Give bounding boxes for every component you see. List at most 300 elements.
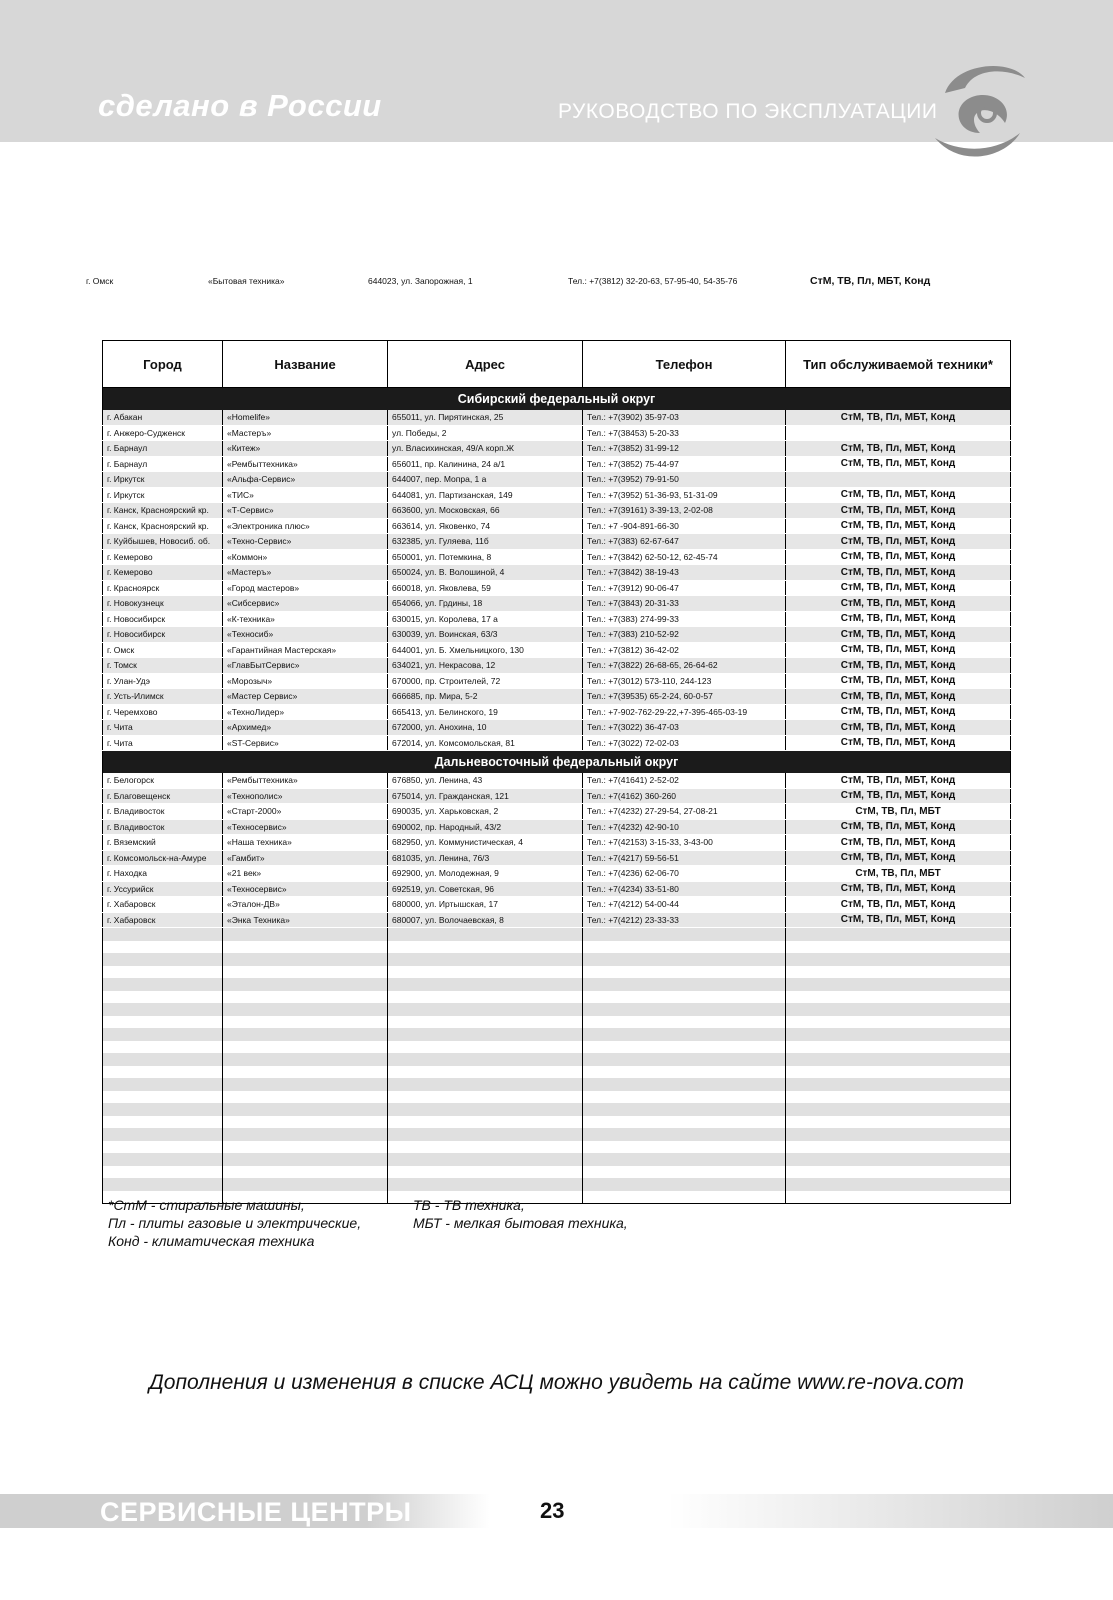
cell-service-type: СтМ, ТВ, Пл, МБТ, Конд xyxy=(786,534,1011,550)
empty-cell xyxy=(388,1103,583,1116)
cell-service-type: СтМ, ТВ, Пл, МБТ, Конд xyxy=(786,549,1011,565)
cell-city: г. Хабаровск xyxy=(103,912,223,928)
empty-cell xyxy=(388,928,583,941)
cell-address: 630015, ул. Королева, 17 а xyxy=(388,611,583,627)
table-row xyxy=(103,788,1011,804)
cell-service-type: СтМ, ТВ, Пл, МБТ, Конд xyxy=(786,611,1011,627)
empty-cell xyxy=(103,1178,223,1191)
empty-cell xyxy=(786,1141,1011,1154)
page-number: 23 xyxy=(540,1498,565,1523)
empty-cell xyxy=(103,941,223,954)
empty-cell xyxy=(786,1028,1011,1041)
cell-service-type: СтМ, ТВ, Пл, МБТ, Конд xyxy=(786,441,1011,457)
cell-address: 655011, ул. Пирятинская, 25 xyxy=(388,410,583,425)
empty-cell xyxy=(786,1153,1011,1166)
cell-address: 660018, ул. Яковлева, 59 xyxy=(388,580,583,596)
cell-phone: Тел.: +7(39535) 65-2-24, 60-0-57 xyxy=(583,689,786,705)
cell-name: «Архимед» xyxy=(223,720,388,736)
cell-phone: Тел.: +7(3952) 51-36-93, 51-31-09 xyxy=(583,487,786,503)
cell-address: 663600, ул. Московская, 66 xyxy=(388,503,583,519)
table-row xyxy=(103,689,1011,705)
table-row xyxy=(103,611,1011,627)
cell-city: г. Вяземский xyxy=(103,835,223,851)
header-name: Название xyxy=(223,341,388,388)
cell-address: 644001, ул. Б. Хмельницкого, 130 xyxy=(388,642,583,658)
cell-phone: Тел.: +7(3012) 573-110, 244-123 xyxy=(583,673,786,689)
legend-line: МБТ - мелкая бытовая техника, xyxy=(413,1215,628,1231)
cell-name: «Наша техника» xyxy=(223,835,388,851)
empty-row xyxy=(103,991,1011,1004)
cell-phone: Тел.: +7(383) 274-99-33 xyxy=(583,611,786,627)
cell-address: 650001, ул. Потемкина, 8 xyxy=(388,549,583,565)
page-header xyxy=(0,0,1113,142)
omsk-phone: Тел.: +7(3812) 32-20-63, 57-95-40, 54-35-76 xyxy=(568,276,738,286)
region-title: Дальневосточный федеральный округ xyxy=(103,751,1011,774)
empty-cell xyxy=(583,1041,786,1054)
cell-city: г. Чита xyxy=(103,720,223,736)
cell-phone: Тел.: +7(42153) 3-15-33, 3-43-00 xyxy=(583,835,786,851)
empty-row xyxy=(103,1128,1011,1141)
table-row xyxy=(103,642,1011,658)
cell-phone: Тел.: +7(383) 62-67-647 xyxy=(583,534,786,550)
table-row xyxy=(103,425,1011,441)
cell-city: г. Томск xyxy=(103,658,223,674)
header-city: Город xyxy=(103,341,223,388)
table-row xyxy=(103,627,1011,643)
empty-cell xyxy=(103,1016,223,1029)
empty-cell xyxy=(103,1091,223,1104)
empty-cell xyxy=(388,1128,583,1141)
empty-cell xyxy=(223,1053,388,1066)
empty-cell xyxy=(103,953,223,966)
cell-name: «Техносервис» xyxy=(223,881,388,897)
empty-cell xyxy=(103,1003,223,1016)
cell-phone: Тел.: +7(4234) 33-51-80 xyxy=(583,881,786,897)
table-row xyxy=(103,835,1011,851)
empty-cell xyxy=(583,1103,786,1116)
swirl-logo-icon xyxy=(935,58,1035,168)
empty-row xyxy=(103,1178,1011,1191)
cell-phone: Тел.: +7(4232) 27-29-54, 27-08-21 xyxy=(583,804,786,820)
cell-address: 690002, пр. Народный, 43/2 xyxy=(388,819,583,835)
cell-service-type: СтМ, ТВ, Пл, МБТ, Конд xyxy=(786,897,1011,913)
cell-city: г. Комсомольск-на-Амуре xyxy=(103,850,223,866)
cell-service-type: СтМ, ТВ, Пл, МБТ, Конд xyxy=(786,720,1011,736)
empty-cell xyxy=(388,1066,583,1079)
cell-service-type: СтМ, ТВ, Пл, МБТ, Конд xyxy=(786,596,1011,612)
cell-address: 656011, пр. Калинина, 24 а/1 xyxy=(388,456,583,472)
empty-row xyxy=(103,1041,1011,1054)
cell-phone: Тел.: +7(3022) 36-47-03 xyxy=(583,720,786,736)
cell-name: «Старт-2000» xyxy=(223,804,388,820)
cell-service-type: СтМ, ТВ, Пл, МБТ, Конд xyxy=(786,912,1011,928)
cell-address: 663614, ул. Яковенко, 74 xyxy=(388,518,583,534)
cell-address: 680000, ул. Иртышская, 17 xyxy=(388,897,583,913)
cell-phone: Тел.: +7(3822) 26-68-65, 26-64-62 xyxy=(583,658,786,674)
empty-row xyxy=(103,966,1011,979)
empty-row xyxy=(103,1078,1011,1091)
legend-line: *СтМ - стиральные машины, xyxy=(108,1197,305,1213)
cell-service-type: СтМ, ТВ, Пл, МБТ, Конд xyxy=(786,735,1011,751)
empty-cell xyxy=(223,928,388,941)
cell-address: ул. Победы, 2 xyxy=(388,425,583,441)
cell-service-type: СтМ, ТВ, Пл, МБТ, Конд xyxy=(786,487,1011,503)
cell-city: г. Барнаул xyxy=(103,441,223,457)
cell-name: «Морозыч» xyxy=(223,673,388,689)
cell-city: г. Канск, Красноярский кр. xyxy=(103,503,223,519)
empty-cell xyxy=(103,991,223,1004)
cell-name: «Гамбит» xyxy=(223,850,388,866)
empty-cell xyxy=(388,1116,583,1129)
cell-phone: Тел.: +7(383) 210-52-92 xyxy=(583,627,786,643)
legend-line: Конд - климатическая техника xyxy=(108,1233,315,1249)
cell-name: «Мастеръ» xyxy=(223,425,388,441)
cell-city: г. Новосибирск xyxy=(103,627,223,643)
empty-cell xyxy=(103,1153,223,1166)
empty-cell xyxy=(223,1178,388,1191)
empty-cell xyxy=(388,1078,583,1091)
empty-row xyxy=(103,1003,1011,1016)
table-row xyxy=(103,534,1011,550)
cell-city: г. Уссурийск xyxy=(103,881,223,897)
cell-service-type xyxy=(786,472,1011,488)
empty-cell xyxy=(103,928,223,941)
empty-cell xyxy=(786,1003,1011,1016)
empty-cell xyxy=(786,978,1011,991)
cell-service-type: СтМ, ТВ, Пл, МБТ, Конд xyxy=(786,565,1011,581)
empty-row xyxy=(103,1016,1011,1029)
empty-cell xyxy=(223,1091,388,1104)
cell-service-type: СтМ, ТВ, Пл, МБТ, Конд xyxy=(786,689,1011,705)
cell-name: «Коммон» xyxy=(223,549,388,565)
empty-cell xyxy=(583,1066,786,1079)
cell-address: 672000, ул. Анохина, 10 xyxy=(388,720,583,736)
table-row xyxy=(103,866,1011,882)
cell-city: г. Владивосток xyxy=(103,804,223,820)
empty-cell xyxy=(103,1078,223,1091)
cell-city: г. Абакан xyxy=(103,410,223,425)
cell-name: «Техно-Сервис» xyxy=(223,534,388,550)
cell-address: 680007, ул. Волочаевская, 8 xyxy=(388,912,583,928)
empty-cell xyxy=(786,953,1011,966)
cell-name: «Homelife» xyxy=(223,410,388,425)
cell-name: «Рембыттехника» xyxy=(223,456,388,472)
empty-row xyxy=(103,953,1011,966)
legend xyxy=(108,1196,628,1250)
cell-phone: Тел.: +7(3812) 36-42-02 xyxy=(583,642,786,658)
empty-cell xyxy=(388,1166,583,1179)
empty-cell xyxy=(103,1128,223,1141)
empty-cell xyxy=(583,1053,786,1066)
cell-service-type: СтМ, ТВ, Пл, МБТ, Конд xyxy=(786,518,1011,534)
cell-city: г. Чита xyxy=(103,735,223,751)
table-row xyxy=(103,819,1011,835)
empty-row xyxy=(103,941,1011,954)
cell-service-type: СтМ, ТВ, Пл, МБТ xyxy=(786,866,1011,882)
empty-cell xyxy=(388,1153,583,1166)
cell-city: г. Канск, Красноярский кр. xyxy=(103,518,223,534)
table-row xyxy=(103,912,1011,928)
cell-phone: Тел.: +7-902-762-29-22,+7-395-465-03-19 xyxy=(583,704,786,720)
cell-service-type: СтМ, ТВ, Пл, МБТ, Конд xyxy=(786,835,1011,851)
empty-cell xyxy=(786,1066,1011,1079)
cell-phone: Тел.: +7(3902) 35-97-03 xyxy=(583,410,786,425)
omsk-city: г. Омск xyxy=(86,276,114,286)
table-row xyxy=(103,441,1011,457)
empty-cell xyxy=(223,1078,388,1091)
empty-cell xyxy=(786,1166,1011,1179)
empty-cell xyxy=(583,953,786,966)
empty-cell xyxy=(103,1141,223,1154)
table-row xyxy=(103,735,1011,751)
empty-cell xyxy=(786,1078,1011,1091)
cell-phone: Тел.: +7(3852) 75-44-97 xyxy=(583,456,786,472)
empty-cell xyxy=(583,1178,786,1191)
empty-cell xyxy=(583,978,786,991)
cell-address: 644007, пер. Мопра, 1 а xyxy=(388,472,583,488)
cell-name: «Сибсервис» xyxy=(223,596,388,612)
cell-name: «Электроника плюс» xyxy=(223,518,388,534)
cell-service-type: СтМ, ТВ, Пл, МБТ, Конд xyxy=(786,704,1011,720)
cell-address: 692900, ул. Молодежная, 9 xyxy=(388,866,583,882)
cell-phone: Тел.: +7(4212) 23-33-33 xyxy=(583,912,786,928)
empty-cell xyxy=(388,1028,583,1041)
cell-address: 672014, ул. Комсомольская, 81 xyxy=(388,735,583,751)
cell-city: г. Черемхово xyxy=(103,704,223,720)
cell-service-type: СтМ, ТВ, Пл, МБТ, Конд xyxy=(786,642,1011,658)
cell-service-type: СтМ, ТВ, Пл, МБТ, Конд xyxy=(786,881,1011,897)
cell-city: г. Барнаул xyxy=(103,456,223,472)
cell-city: г. Иркутск xyxy=(103,487,223,503)
empty-cell xyxy=(223,991,388,1004)
empty-cell xyxy=(223,1003,388,1016)
region-header-row xyxy=(103,751,1011,774)
empty-cell xyxy=(223,1116,388,1129)
empty-cell xyxy=(388,953,583,966)
empty-cell xyxy=(223,978,388,991)
cell-name: «ТИС» xyxy=(223,487,388,503)
header-service-type: Тип обслуживаемой техники* xyxy=(786,341,1011,388)
cell-service-type: СтМ, ТВ, Пл, МБТ, Конд xyxy=(786,773,1011,788)
cell-address: 650024, ул. В. Волошиной, 4 xyxy=(388,565,583,581)
cell-city: г. Новосибирск xyxy=(103,611,223,627)
empty-cell xyxy=(786,1191,1011,1204)
cell-name: «Техносиб» xyxy=(223,627,388,643)
cell-address: ул. Власихинская, 49/А корп.Ж xyxy=(388,441,583,457)
cell-city: г. Красноярск xyxy=(103,580,223,596)
header-phone: Телефон xyxy=(583,341,786,388)
table-row xyxy=(103,773,1011,788)
table-row xyxy=(103,658,1011,674)
cell-name: «Энка Техника» xyxy=(223,912,388,928)
cell-service-type: СтМ, ТВ, Пл, МБТ, Конд xyxy=(786,673,1011,689)
empty-cell xyxy=(388,1053,583,1066)
cell-phone: Тел.: +7(41641) 2-52-02 xyxy=(583,773,786,788)
cell-address: 665413, ул. Белинского, 19 xyxy=(388,704,583,720)
cell-phone: Тел.: +7(3952) 79-91-50 xyxy=(583,472,786,488)
cell-service-type: СтМ, ТВ, Пл, МБТ, Конд xyxy=(786,580,1011,596)
empty-cell xyxy=(583,1153,786,1166)
cell-service-type: СтМ, ТВ, Пл, МБТ, Конд xyxy=(786,456,1011,472)
table-row xyxy=(103,518,1011,534)
table-row xyxy=(103,565,1011,581)
empty-cell xyxy=(388,941,583,954)
cell-name: «ТехноЛидер» xyxy=(223,704,388,720)
cell-address: 692519, ул. Советская, 96 xyxy=(388,881,583,897)
empty-cell xyxy=(786,1091,1011,1104)
manual-title: РУКОВОДСТВО ПО ЭКСПЛУАТАЦИИ xyxy=(558,100,938,123)
cell-address: 681035, ул. Ленина, 76/3 xyxy=(388,850,583,866)
cell-address: 644081, ул. Партизанская, 149 xyxy=(388,487,583,503)
empty-cell xyxy=(583,1128,786,1141)
cell-phone: Тел.: +7(3022) 72-02-03 xyxy=(583,735,786,751)
table-row xyxy=(103,472,1011,488)
empty-cell xyxy=(103,1116,223,1129)
empty-cell xyxy=(223,1028,388,1041)
cell-name: «Эталон-ДВ» xyxy=(223,897,388,913)
empty-cell xyxy=(583,1016,786,1029)
cell-city: г. Омск xyxy=(103,642,223,658)
cell-city: г. Хабаровск xyxy=(103,897,223,913)
cell-address: 670000, пр. Строителей, 72 xyxy=(388,673,583,689)
empty-cell xyxy=(223,1066,388,1079)
empty-row xyxy=(103,928,1011,941)
cell-phone: Тел.: +7(39161) 3-39-13, 2-02-08 xyxy=(583,503,786,519)
empty-cell xyxy=(388,991,583,1004)
cell-name: «Альфа-Сервис» xyxy=(223,472,388,488)
cell-name: «Рембыттехника» xyxy=(223,773,388,788)
empty-cell xyxy=(583,1091,786,1104)
cell-service-type: СтМ, ТВ, Пл, МБТ xyxy=(786,804,1011,820)
cell-service-type: СтМ, ТВ, Пл, МБТ, Конд xyxy=(786,819,1011,835)
cell-name: «Город мастеров» xyxy=(223,580,388,596)
table-row xyxy=(103,410,1011,425)
empty-cell xyxy=(388,966,583,979)
cell-phone: Тел.: +7(3842) 62-50-12, 62-45-74 xyxy=(583,549,786,565)
empty-cell xyxy=(388,1141,583,1154)
table-row xyxy=(103,596,1011,612)
empty-cell xyxy=(223,1128,388,1141)
table-row xyxy=(103,804,1011,820)
cell-service-type: СтМ, ТВ, Пл, МБТ, Конд xyxy=(786,658,1011,674)
table-row xyxy=(103,580,1011,596)
empty-row xyxy=(103,978,1011,991)
cell-phone: Тел.: +7(4217) 59-56-51 xyxy=(583,850,786,866)
empty-cell xyxy=(103,1066,223,1079)
cell-city: г. Куйбышев, Новосиб. об. xyxy=(103,534,223,550)
omsk-type: СтМ, ТВ, Пл, МБТ, Конд xyxy=(810,275,931,287)
service-centers-table xyxy=(102,340,1011,1204)
website-note: Дополнения и изменения в списке АСЦ можно увидеть на сайте www.re-nova.com xyxy=(149,1371,964,1394)
cell-name: «21 век» xyxy=(223,866,388,882)
empty-cell xyxy=(583,1116,786,1129)
empty-cell xyxy=(388,978,583,991)
cell-service-type: СтМ, ТВ, Пл, МБТ, Конд xyxy=(786,627,1011,643)
cell-address: 682950, ул. Коммунистическая, 4 xyxy=(388,835,583,851)
empty-cell xyxy=(583,1166,786,1179)
empty-cell xyxy=(583,928,786,941)
cell-phone: Тел.: +7(4236) 62-06-70 xyxy=(583,866,786,882)
table-row xyxy=(103,897,1011,913)
empty-cell xyxy=(786,1128,1011,1141)
empty-row xyxy=(103,1166,1011,1179)
header-address: Адрес xyxy=(388,341,583,388)
empty-cell xyxy=(223,1103,388,1116)
empty-cell xyxy=(583,991,786,1004)
cell-address: 632385, ул. Гуляева, 11б xyxy=(388,534,583,550)
cell-address: 675014, ул. Гражданская, 121 xyxy=(388,788,583,804)
empty-cell xyxy=(388,1091,583,1104)
empty-cell xyxy=(786,1103,1011,1116)
empty-cell xyxy=(388,1178,583,1191)
cell-city: г. Благовещенск xyxy=(103,788,223,804)
empty-cell xyxy=(223,1153,388,1166)
legend-line: ТВ - ТВ техника, xyxy=(413,1197,525,1213)
empty-row xyxy=(103,1053,1011,1066)
region-header-row xyxy=(103,388,1011,411)
cell-service-type: СтМ, ТВ, Пл, МБТ, Конд xyxy=(786,410,1011,425)
table-row xyxy=(103,704,1011,720)
empty-cell xyxy=(786,928,1011,941)
empty-cell xyxy=(583,1141,786,1154)
omsk-address: 644023, ул. Запорожная, 1 xyxy=(368,276,473,286)
table-row xyxy=(103,850,1011,866)
cell-phone: Тел.: +7(3842) 38-19-43 xyxy=(583,565,786,581)
empty-cell xyxy=(103,978,223,991)
table-row xyxy=(103,503,1011,519)
empty-cell xyxy=(583,1078,786,1091)
cell-service-type xyxy=(786,425,1011,441)
cell-city: г. Белогорск xyxy=(103,773,223,788)
empty-cell xyxy=(103,966,223,979)
table-header-row xyxy=(103,341,1011,388)
empty-cell xyxy=(223,966,388,979)
empty-cell xyxy=(223,953,388,966)
cell-name: «ГлавБытСервис» xyxy=(223,658,388,674)
empty-row xyxy=(103,1028,1011,1041)
cell-address: 690035, ул. Харьковская, 2 xyxy=(388,804,583,820)
cell-city: г. Анжеро-Судженск xyxy=(103,425,223,441)
empty-cell xyxy=(786,991,1011,1004)
empty-cell xyxy=(103,1166,223,1179)
cell-name: «Мастер Сервис» xyxy=(223,689,388,705)
cell-service-type: СтМ, ТВ, Пл, МБТ, Конд xyxy=(786,503,1011,519)
empty-cell xyxy=(103,1041,223,1054)
empty-cell xyxy=(786,1041,1011,1054)
empty-cell xyxy=(786,941,1011,954)
table-row xyxy=(103,720,1011,736)
brand-slogan: сделано в России xyxy=(98,88,382,123)
empty-row xyxy=(103,1091,1011,1104)
empty-row xyxy=(103,1116,1011,1129)
cell-name: «Техносервис» xyxy=(223,819,388,835)
empty-cell xyxy=(223,1141,388,1154)
region-title: Сибирский федеральный округ xyxy=(103,388,1011,411)
empty-cell xyxy=(583,1003,786,1016)
table-row xyxy=(103,549,1011,565)
cell-address: 634021, ул. Некрасова, 12 xyxy=(388,658,583,674)
cell-phone: Тел.: +7(38453) 5-20-33 xyxy=(583,425,786,441)
empty-row xyxy=(103,1153,1011,1166)
empty-cell xyxy=(583,966,786,979)
cell-name: «ST-Сервис» xyxy=(223,735,388,751)
cell-phone: Тел.: +7(3843) 20-31-33 xyxy=(583,596,786,612)
empty-cell xyxy=(223,941,388,954)
cell-city: г. Находка xyxy=(103,866,223,882)
omsk-name: «Бытовая техника» xyxy=(208,276,285,286)
cell-city: г. Владивосток xyxy=(103,819,223,835)
cell-address: 654066, ул. Грдины, 18 xyxy=(388,596,583,612)
